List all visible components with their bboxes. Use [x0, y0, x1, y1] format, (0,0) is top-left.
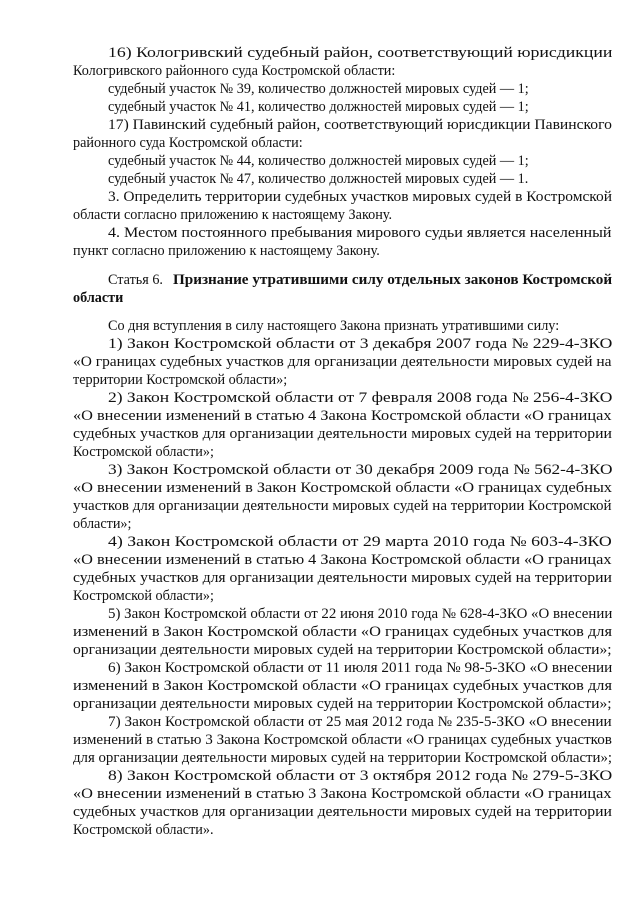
text-line: «О внесении изменений в статью 4 Закона Костромской области «О границах — [73, 552, 612, 568]
text-line: судебных участков для организации деятельности мировых судей на территории — [73, 570, 612, 586]
text-line: 17) Павинский судебный район, соответствующий юрисдикции Павинского — [108, 117, 612, 133]
text-line: Кологривского районного суда Костромской области: — [73, 63, 396, 79]
text-line: 6) Закон Костромской области от 11 июля 2011 года № 98-5-ЗКО «О внесении — [108, 660, 613, 676]
text-line: организации деятельности мировых судей на территории Костромской области»; — [73, 696, 612, 712]
text-line: судебный участок № 39, количество должностей мировых судей — 1; — [108, 81, 529, 97]
text-line: «О границах судебных участков для организации деятельности мировых судей на — [73, 354, 612, 370]
text-line: 1) Закон Костромской области от 3 декабря 2007 года № 229-4-ЗКО — [108, 336, 613, 352]
article-label: Статья 6. — [108, 272, 163, 288]
text-line: участков для организации деятельности мировых судей на территории Костромской — [73, 498, 612, 514]
text-line: 7) Закон Костромской области от 25 мая 2012 года № 235-5-ЗКО «О внесении — [108, 714, 612, 730]
text-line: судебных участков для организации деятельности мировых судей на территории — [73, 804, 612, 820]
text-line: районного суда Костромской области: — [73, 135, 303, 151]
text-line: Костромской области»; — [73, 588, 214, 604]
text-line: Костромской области». — [73, 822, 214, 838]
text-line: 16) Кологривский судебный район, соответствующий юрисдикции — [108, 45, 613, 61]
text-line: «О внесении изменений в статью 4 Закона Костромской области «О границах — [73, 408, 612, 424]
text-line: 2) Закон Костромской области от 7 февраля 2008 года № 256-4-ЗКО — [108, 390, 613, 406]
text-line: 3. Определить территории судебных участков мировых судей в Костромской — [108, 189, 612, 205]
text-line: судебный участок № 47, количество должностей мировых судей — 1. — [108, 171, 529, 187]
article-title-cont: области — [73, 290, 124, 306]
text-line: изменений в Закон Костромской области «О границах судебных участков для — [73, 624, 612, 640]
text-line: организации деятельности мировых судей на территории Костромской области»; — [73, 642, 612, 658]
text-line: судебных участков для организации деятельности мировых судей на территории — [73, 426, 612, 442]
text-line: изменений в Закон Костромской области «О границах судебных участков для — [73, 678, 612, 694]
text-line: области»; — [73, 516, 132, 532]
text-line: для организации деятельности мировых судей на территории Костромской области»; — [73, 750, 613, 766]
text-line: Со дня вступления в силу настоящего Закона признать утратившими силу: — [108, 318, 560, 334]
text-line: «О внесении изменений в Закон Костромской области «О границах судебных — [73, 480, 612, 496]
text-line: территории Костромской области»; — [73, 372, 288, 388]
text-line: пункт согласно приложению к настоящему Закону. — [73, 243, 380, 259]
text-line: 3) Закон Костромской области от 30 декабря 2009 года № 562-4-ЗКО — [108, 462, 613, 478]
text-line: Костромской области»; — [73, 444, 214, 460]
article-title: Признание утратившими силу отдельных законов Костромской — [173, 272, 613, 288]
text-line: 4) Закон Костромской области от 29 марта 2010 года № 603-4-ЗКО — [108, 534, 612, 550]
text-line: судебный участок № 41, количество должностей мировых судей — 1; — [108, 99, 529, 115]
text-line: изменений в статью 3 Закона Костромской области «О границах судебных участков — [73, 732, 612, 748]
text-line: 4. Местом постоянного пребывания мирового судьи является населенный — [108, 225, 612, 241]
text-line: 8) Закон Костромской области от 3 октября 2012 года № 279-5-ЗКО — [108, 768, 613, 784]
text-line: 5) Закон Костромской области от 22 июня 2010 года № 628-4-ЗКО «О внесении — [108, 606, 613, 622]
text-line: области согласно приложению к настоящему Закону. — [73, 207, 393, 223]
text-line: судебный участок № 44, количество должностей мировых судей — 1; — [108, 153, 529, 169]
text-line: «О внесении изменений в статью 3 Закона Костромской области «О границах — [73, 786, 612, 802]
